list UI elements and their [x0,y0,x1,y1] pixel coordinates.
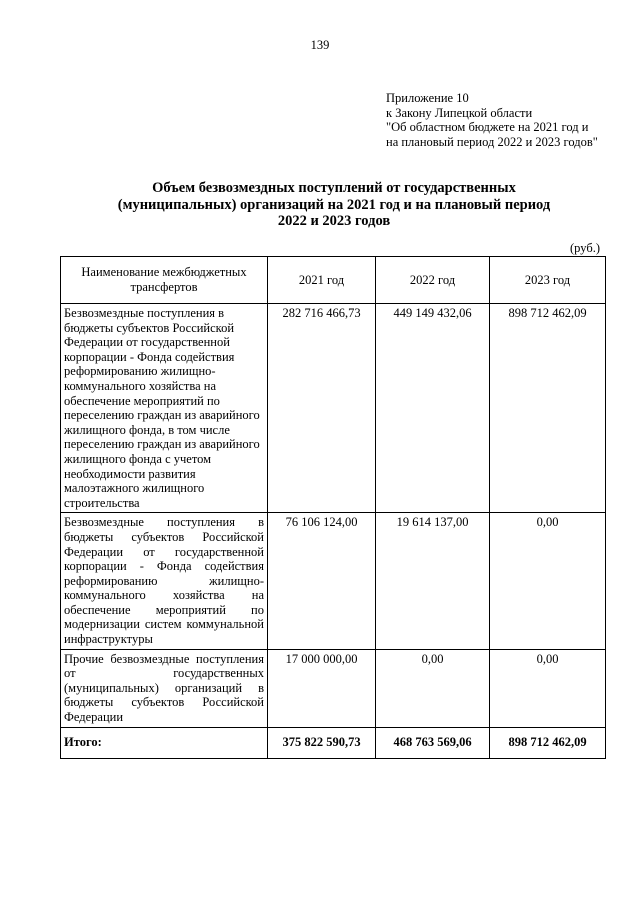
header-year-2023: 2023 год [490,257,606,304]
appendix-line: к Закону Липецкой области [386,105,533,120]
amount-2023: 0,00 [490,649,606,727]
amount-2022: 19 614 137,00 [376,513,490,649]
transfer-name: Безвозмездные поступления в бюджеты субъектов Российской Федерации от государственной корпорации - Фонда содействия реформированию жилищно-коммунального хозяйства на обеспечение мероприятий по модернизации систем коммунальной инфраструктуры [61,513,268,649]
appendix-reference [386,91,598,149]
amount-2023: 898 712 462,09 [490,304,606,513]
table-row [61,304,606,513]
title-line: Объем безвозмездных поступлений от государственных [152,180,516,196]
appendix-line: "Об областном бюджете на 2021 год и [386,120,589,134]
table-total-row [61,727,606,758]
amount-2022: 0,00 [376,649,490,727]
total-2021: 375 822 590,73 [268,727,376,758]
table-row [61,649,606,727]
appendix-line: Приложение 10 [386,91,469,105]
header-year-2021: 2021 год [268,257,376,304]
total-2022: 468 763 569,06 [376,727,490,758]
document-title [60,180,608,230]
header-year-2022: 2022 год [376,257,490,304]
amount-2023: 0,00 [490,513,606,649]
total-label: Итого: [61,727,268,758]
total-2023: 898 712 462,09 [490,727,606,758]
amount-2022: 449 149 432,06 [376,304,490,513]
page-number: 139 [310,38,330,52]
title-line: (муниципальных) организаций на 2021 год и на плановый период [117,196,551,213]
transfers-table [60,256,606,759]
header-transfer-name: Наименование межбюджетных трансфертов [61,257,268,304]
transfer-name: Безвозмездные поступления в бюджеты субъектов Российской Федерации от государственной корпорации - Фонда содействия реформированию жилищно-коммунального хозяйства на обеспечение мероприятий по переселению граждан из аварийного жилищного фонда, в том числе переселению граждан из аварийного жилищного фонда с учетом необходимости развития малоэтажного жилищного строительства [61,304,268,513]
amount-2021: 76 106 124,00 [268,513,376,649]
currency-unit: (руб.) [570,241,600,255]
transfer-name: Прочие безвозмездные поступления от государственных (муниципальных) организаций в бюджеты субъектов Российской Федерации [61,649,268,727]
title-line: 2022 и 2023 годов [277,213,391,229]
table-row [61,513,606,649]
amount-2021: 282 716 466,73 [268,304,376,513]
appendix-line: на плановый период 2022 и 2023 годов" [386,134,598,149]
table-header-row [61,257,606,304]
amount-2021: 17 000 000,00 [268,649,376,727]
